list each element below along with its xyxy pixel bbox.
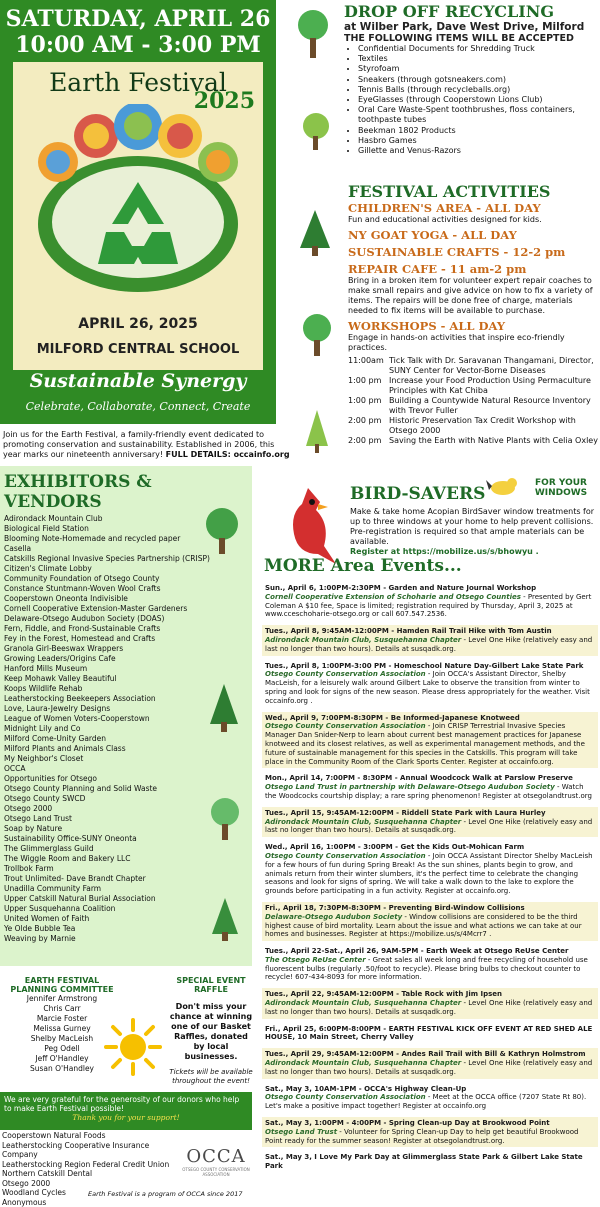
exhibitor-item: Growing Leaders/Origins Cafe — [4, 654, 116, 663]
event-item — [262, 841, 598, 898]
tree-icon — [298, 208, 332, 258]
event-item — [262, 902, 598, 941]
exhibitor-item: Biological Field Station — [4, 524, 89, 533]
tree-icon — [208, 796, 242, 842]
event-title: Tues., April 22-Sat., April 26, 9AM-5PM - Earth Week at Otsego ReUse Center — [265, 947, 569, 956]
exhibitor-item: Community Foundation of Otsego County — [4, 574, 160, 583]
exhibitor-item: Fey in the Forest, Homestead and Crafts — [4, 634, 156, 643]
events-list — [262, 582, 598, 1200]
exhibitor-item: Otsego County SWCD — [4, 794, 86, 803]
event-item — [262, 772, 598, 802]
event-item — [262, 945, 598, 984]
exhibitor-item: My Neighbor's Closet — [4, 754, 84, 763]
list-item: • Styrofoam — [358, 64, 598, 74]
event-item — [262, 1117, 598, 1147]
yoga-heading: NY GOAT YOGA - ALL DAY — [348, 228, 517, 242]
exhibitors-section — [0, 466, 252, 966]
poster-school: MILFORD CENTRAL SCHOOL — [36, 342, 240, 357]
list-item: • Gillette and Venus-Razors — [358, 146, 598, 156]
event-description: - Level One Hike (relatively easy and last no longer than two hours). Details at susqadk.org. — [265, 1059, 593, 1076]
repair-heading: REPAIR CAFE - 11 am-2 pm — [348, 262, 527, 276]
event-title: Wed., April 9, 7:00PM-8:30PM - Be Informed-Japanese Knotweed — [265, 713, 520, 722]
exhibitor-item: Opportunities for Otsego — [4, 774, 97, 783]
raffle-text: Don't miss your chance at winning one of our Basket Raffles, donated by local businesses. — [169, 1002, 253, 1061]
exhibitor-item: Koops Wildlife Rehab — [4, 684, 83, 693]
festival-poster — [13, 62, 263, 370]
hero-banner — [0, 0, 276, 424]
children-heading: CHILDREN'S AREA - ALL DAY — [348, 201, 541, 215]
list-item: • EyeGlasses (through Cooperstown Lions Club) — [358, 95, 598, 105]
committee-members: Jennifer Armstrong Chris Carr Marcie Foster Melissa Gurney Shelby MacLeish Peg Odell Jeff O'Handley Susan O'Handley — [26, 994, 98, 1073]
exhibitor-item: Otsego County Planning and Solid Waste — [4, 784, 158, 793]
tree-icon — [300, 312, 334, 358]
cardinal-bird-icon — [278, 480, 340, 568]
recycling-section — [344, 2, 598, 156]
goldfinch-icon — [486, 472, 520, 500]
committee-title: EARTH FESTIVAL PLANNING COMMITTEE — [10, 976, 114, 994]
exhibitor-item: Love, Laura-Jewelry Designs — [4, 704, 111, 713]
exhibitor-item: Cooperstown Oneonta Indivisible — [4, 594, 128, 603]
event-organizer: The Otsego ReUse Center — [265, 955, 366, 964]
recycling-accepted: THE FOLLOWING ITEMS WILL BE ACCEPTED — [344, 33, 574, 44]
exhibitor-item: Delaware-Otsego Audubon Society (DOAS) — [4, 614, 165, 623]
recycle-earth-illustration — [28, 104, 248, 309]
tree-icon — [300, 112, 332, 152]
event-title: Fri., April 25, 6:00PM-8:00PM - EARTH FESTIVAL KICK OFF EVENT AT RED SHED ALE HOUSE, 10 Main Street, Cherry Valley — [265, 1024, 593, 1042]
event-title: Wed., April 16, 1:00PM - 3:00PM - Get the Kids Out-Mohican Farm — [265, 843, 525, 852]
event-title: Sat., May 3, 1:00PM - 4:00PM - Spring Clean-up Day at Brookwood Point — [265, 1119, 550, 1128]
exhibitor-item: Leatherstocking Beekeepers Association — [4, 694, 156, 703]
event-title: Sat., May 3, I Love My Park Day at Glimmerglass State Park & Gilbert Lake State Park — [265, 1153, 583, 1171]
exhibitor-item: Upper Catskill Natural Burial Association — [4, 894, 156, 903]
workshop-schedule: 11:00am Tick Talk with Dr. Saravanan Thangamani, Director, SUNY Center for Vector-Borne Diseases 1:00 pm Increase your Food Production Using Permaculture Principles with Kat Chiba 1:00 pm Building a Countywide Natural Resource Inventory with Trevor Fuller 2:00 pm Historic Preservation Tax Credit Workshop with Otsego 2000 2:00 pm Saving the Earth with Native Plants with Celia Oxley — [348, 356, 598, 445]
event-organizer: Adirondack Mountain Club, Susquehanna Chapter — [265, 635, 462, 644]
list-item: • Tennis Balls (through recycleballs.org) — [358, 85, 598, 95]
exhibitor-item: OCCA — [4, 764, 26, 773]
event-description: - Level One Hike (relatively easy and last no longer than two hours). Details at susqadk.org. — [265, 999, 593, 1016]
crafts-heading: SUSTAINABLE CRAFTS - 12-2 pm — [348, 245, 566, 259]
event-item — [262, 1083, 598, 1113]
event-description: - Great sales all week long and free recycling of household use fluorescent bulbs (regularly .50/foot to recycle). Please bring bulbs to checkout counter to recycle! 607-434-8093 for more information. — [265, 955, 588, 982]
donor-banner: We are very grateful for the generosity of our donors who help to make Earth Festival possible! Thank you for your support! — [0, 1092, 252, 1130]
event-description: - Join OCCA Assistant Director Shelby MacLeish for a few hours of fun during Spring Break! As the sun shines, plants begin to grow, and animals return from their winter slumbers, it's the perfect time to celebrate the changing seasons and look for signs of spring. We will take a walk down to the lake to explore the grounds before participating in a fun activity. Register at occainfo.org. — [265, 851, 593, 896]
event-item — [262, 1048, 598, 1078]
donor-list: Cooperstown Natural Foods Leatherstocking Cooperative Insurance Company Leatherstocking Region Federal Credit Union Northern Catskill Dental Otsego 2000 Woodland Cycles Anonymous — [2, 1131, 170, 1207]
exhibitors-title: EXHIBITORS & VENDORS — [4, 472, 152, 512]
event-description: - Level One Hike (relatively easy and last no longer than two hours). Details at susqadk.org. — [265, 635, 593, 653]
event-description: - Meet at the OCCA office (7207 State Rt 80). Let's make a positive impact together! Register at occainfo.org — [265, 1093, 587, 1111]
exhibitor-item: Otsego 2000 — [4, 804, 53, 813]
exhibitor-item: The Glimmerglass Guild — [4, 844, 94, 853]
raffle-title: SPECIAL EVENT RAFFLE — [176, 976, 246, 994]
event-description: - Presented by Gert Coleman A $10 fee, Space is limited; registration required by Thursday, April 3, 2025 at www.cceschoharie-otsego.org or call 607.547.2536. — [265, 592, 592, 619]
activities-section — [348, 182, 598, 446]
exhibitor-item: Granola Girl-Beeswax Wrappers — [4, 644, 124, 653]
tree-icon — [304, 408, 330, 454]
sun-icon — [104, 1018, 162, 1076]
workshops-text: Engage in hands-on activities that inspire eco-friendly practices. — [348, 333, 565, 352]
event-item — [262, 988, 598, 1018]
full-details-link[interactable]: FULL DETAILS: occainfo.org — [165, 450, 290, 459]
exhibitor-item: Sustainability Office-SUNY Oneonta — [4, 834, 137, 843]
poster-date: APRIL 26, 2025 — [78, 316, 198, 332]
poster-title: Earth Festival — [49, 68, 227, 97]
exhibitor-item: Milford Come-Unity Garden — [4, 734, 106, 743]
activities-title: FESTIVAL ACTIVITIES — [348, 182, 551, 201]
tree-icon — [296, 8, 330, 60]
exhibitor-item: Weaving by Marnie — [4, 934, 76, 943]
exhibitor-item: The Wiggle Room and Bakery LLC — [4, 854, 131, 863]
program-note: Earth Festival is a program of OCCA since 2017 — [88, 1190, 243, 1198]
event-organizer: Otsego County Conservation Association — [265, 670, 426, 679]
exhibitor-item: Cornell Cooperative Extension-Master Gardeners — [4, 604, 188, 613]
event-title: Tues., April 8, 1:00PM-3:00 PM - Homeschool Nature Day-Gilbert Lake State Park — [265, 661, 584, 670]
exhibitor-item: Adirondack Mountain Club — [4, 514, 103, 523]
theme-tagline: Celebrate, Collaborate, Connect, Create — [25, 400, 251, 413]
raffle-section — [168, 976, 254, 1086]
tree-icon — [210, 896, 240, 942]
exhibitor-item: Upper Susquehanna Coalition — [4, 904, 116, 913]
birdsavers-section — [350, 478, 598, 557]
exhibitor-item: Ye Olde Bubble Tea — [4, 924, 76, 933]
event-description: - Volunteer for Spring Clean-up Day to help get beautiful Brookwood Point ready for the summer season! Register at otsegolandtrust.org. — [265, 1127, 579, 1145]
exhibitor-item: Casella — [4, 544, 32, 553]
event-organizer: Adirondack Mountain Club, Susquehanna Chapter — [265, 817, 462, 826]
exhibitor-item: Milford Plants and Animals Class — [4, 744, 126, 753]
event-description: - Window collisions are considered to be the third highest cause of bird mortality. Learn about the issue and what actions we can take at our homes and businesses. Register at https://mobilize.us/s/4Mcrr7 . — [265, 912, 582, 939]
exhibitor-item: Citizen's Climate Lobby — [4, 564, 92, 573]
exhibitor-item: Catskills Regional Invasive Species Partnership (CRISP) — [4, 554, 210, 563]
birdsavers-badge: FOR YOUR WINDOWS — [534, 478, 588, 498]
list-item: • Oral Care Waste-Spent toothbrushes, floss containers, toothpaste tubes — [358, 105, 598, 125]
intro-text: Join us for the Earth Festival, a family-friendly event dedicated to promoting conservation and sustainability. Established in 2006, this year marks our nineteenth anniversary! FULL DETAILS: occainfo.org — [3, 430, 290, 459]
exhibitor-item: Fern, Fiddle, and Frond-Sustainable Crafts — [4, 624, 161, 633]
event-organizer: Adirondack Mountain Club, Susquehanna Chapter — [265, 999, 462, 1008]
exhibitor-item: Blooming Note-Homemade and recycled paper — [4, 534, 181, 543]
birdsavers-register-link[interactable]: Register at https://mobilize.us/s/bhowyu . — [350, 547, 539, 556]
exhibitor-item: Hanford Mills Museum — [4, 664, 88, 673]
workshops-heading: WORKSHOPS - ALL DAY — [348, 319, 506, 333]
recycling-items — [358, 44, 598, 156]
list-item: • Textiles — [358, 54, 598, 64]
exhibitor-item: Midnight Lily and Co — [4, 724, 81, 733]
event-organizer: Otsego Land Trust — [265, 1127, 338, 1136]
event-item — [262, 712, 598, 769]
event-title: Tues., April 8, 9:45AM-12:00PM - Hamden Rail Trail Hike with Tom Austin — [265, 627, 552, 636]
exhibitor-item: Constance Stuntmann-Woven Wool Crafts — [4, 584, 161, 593]
event-organizer: Delaware-Otsego Audubon Society — [265, 912, 403, 921]
event-item — [262, 1023, 598, 1045]
exhibitor-item: Trollbok Farm — [4, 864, 54, 873]
event-title: Tues., April 15, 9:45AM-12:00PM - Riddell State Park with Laura Hurley — [265, 808, 546, 817]
events-title: MORE Area Events... — [264, 556, 462, 576]
repair-text: Bring in a broken item for volunteer expert repair coaches to make small repairs and give advice on how to fix a variety of items. The repairs will be done free of charge, materials needed to fix items will be available to purchase. — [348, 276, 593, 315]
event-description: - Join OCCA's Assistant Director, Shelby MacLeish, for a leisurely walk around Gilbert Lake to observe the transition from winter to spring and look for signs of the new season. Please dress appropriately for the weather. Visit occainfo.org . — [265, 670, 590, 705]
list-item: • Hasbro Games — [358, 136, 598, 146]
event-title: Sun., April 6, 1:00PM-2:30PM - Garden and Nature Journal Workshop — [265, 584, 537, 592]
exhibitor-item: Unadilla Community Farm — [4, 884, 102, 893]
event-item — [262, 625, 598, 655]
event-item — [262, 660, 598, 708]
event-title: Sat., May 3, 10AM-1PM - OCCA's Highway Clean-Up — [265, 1084, 467, 1093]
event-title: Tues., April 22, 9:45AM-12:00PM - Table Rock with Jim Ipsen — [265, 990, 502, 999]
theme-title: Sustainable Synergy — [29, 370, 247, 392]
exhibitor-item: Soap by Nature — [4, 824, 63, 833]
event-date: SATURDAY, APRIL 26 10:00 AM - 3:00 PM — [5, 6, 271, 58]
event-item — [262, 807, 598, 837]
event-organizer: Otsego Land Trust in partnership with Delaware-Otsego Audubon Society — [265, 783, 555, 792]
event-item — [262, 582, 598, 621]
event-description: - Join CRISP Terrestrial Invasive Species Manager Dan Snider-Nerp to learn about current best management practices for Japanese knotweed and its closest relatives, as well as experimental management methods, and the future of sustainable management for this species in the Catskills. This program will take place in the Community Room of the Clark Sports Center. Register at occainfo.org. — [265, 722, 585, 766]
tree-icon — [208, 682, 240, 734]
recycling-location: at Wilber Park, Dave West Drive, Milford — [344, 21, 585, 33]
list-item: • Confidential Documents for Shredding Truck — [358, 44, 598, 54]
list-item: • Beekman 1802 Products — [358, 126, 598, 136]
event-organizer: Otsego County Conservation Association — [265, 851, 426, 860]
event-item — [262, 1151, 598, 1173]
event-description: - Level One Hike (relatively easy and last no longer than two hours). Details at susqadk.org. — [265, 817, 593, 835]
exhibitor-item: Trout Unlimited- Dave Brandt Chapter — [4, 874, 146, 883]
exhibitor-item: Otsego Land Trust — [4, 814, 72, 823]
poster-year: 2025 — [193, 88, 255, 114]
exhibitor-item: League of Women Voters-Cooperstown — [4, 714, 150, 723]
list-item: • Sneakers (through gotsneakers.com) — [358, 75, 598, 85]
event-title: Fri., April 18, 7:30PM-8:30PM - Preventing Bird-Window Collisions — [265, 903, 525, 912]
occa-logo: OCCA OTSEGO COUNTY CONSERVATION ASSOCIATION — [182, 1146, 250, 1177]
raffle-note: Tickets will be available throughout the event! — [169, 1068, 253, 1085]
children-text: Fun and educational activities designed for kids. — [348, 215, 542, 224]
exhibitor-item: United Women of Faith — [4, 914, 90, 923]
event-organizer: Adirondack Mountain Club, Susquehanna Chapter — [265, 1059, 462, 1068]
thanks-text: Thank you for your support! — [72, 1113, 180, 1122]
birdsavers-text: Make & take home Acopian BirdSaver window treatments for up to three windows at your home to help prevent collisions. Pre-registration is required so that ample materials can be available. — [350, 507, 595, 546]
event-organizer: Otsego County Conservation Association — [265, 1093, 426, 1102]
event-organizer: Cornell Cooperative Extension of Schoharie and Otsego Counties — [265, 592, 521, 601]
event-title: Tues., April 29, 9:45AM-12:00PM - Andes Rail Trail with Bill & Kathryn Holmstrom — [265, 1050, 586, 1059]
event-title: Mon., April 14, 7:00PM - 8:30PM - Annual Woodcock Walk at Parslow Preserve — [265, 774, 573, 783]
tree-icon — [204, 506, 240, 556]
event-description: - Watch the Woodcocks courtship display; a rare spring phenomenon! Register at otsegolandtrust.org — [265, 783, 592, 800]
exhibitor-item: Keep Mohawk Valley Beautiful — [4, 674, 117, 683]
recycling-title: DROP OFF RECYCLING — [344, 2, 555, 21]
birdsavers-title: BIRD-SAVERS — [350, 484, 486, 504]
event-organizer: Otsego County Conservation Association — [265, 722, 426, 731]
